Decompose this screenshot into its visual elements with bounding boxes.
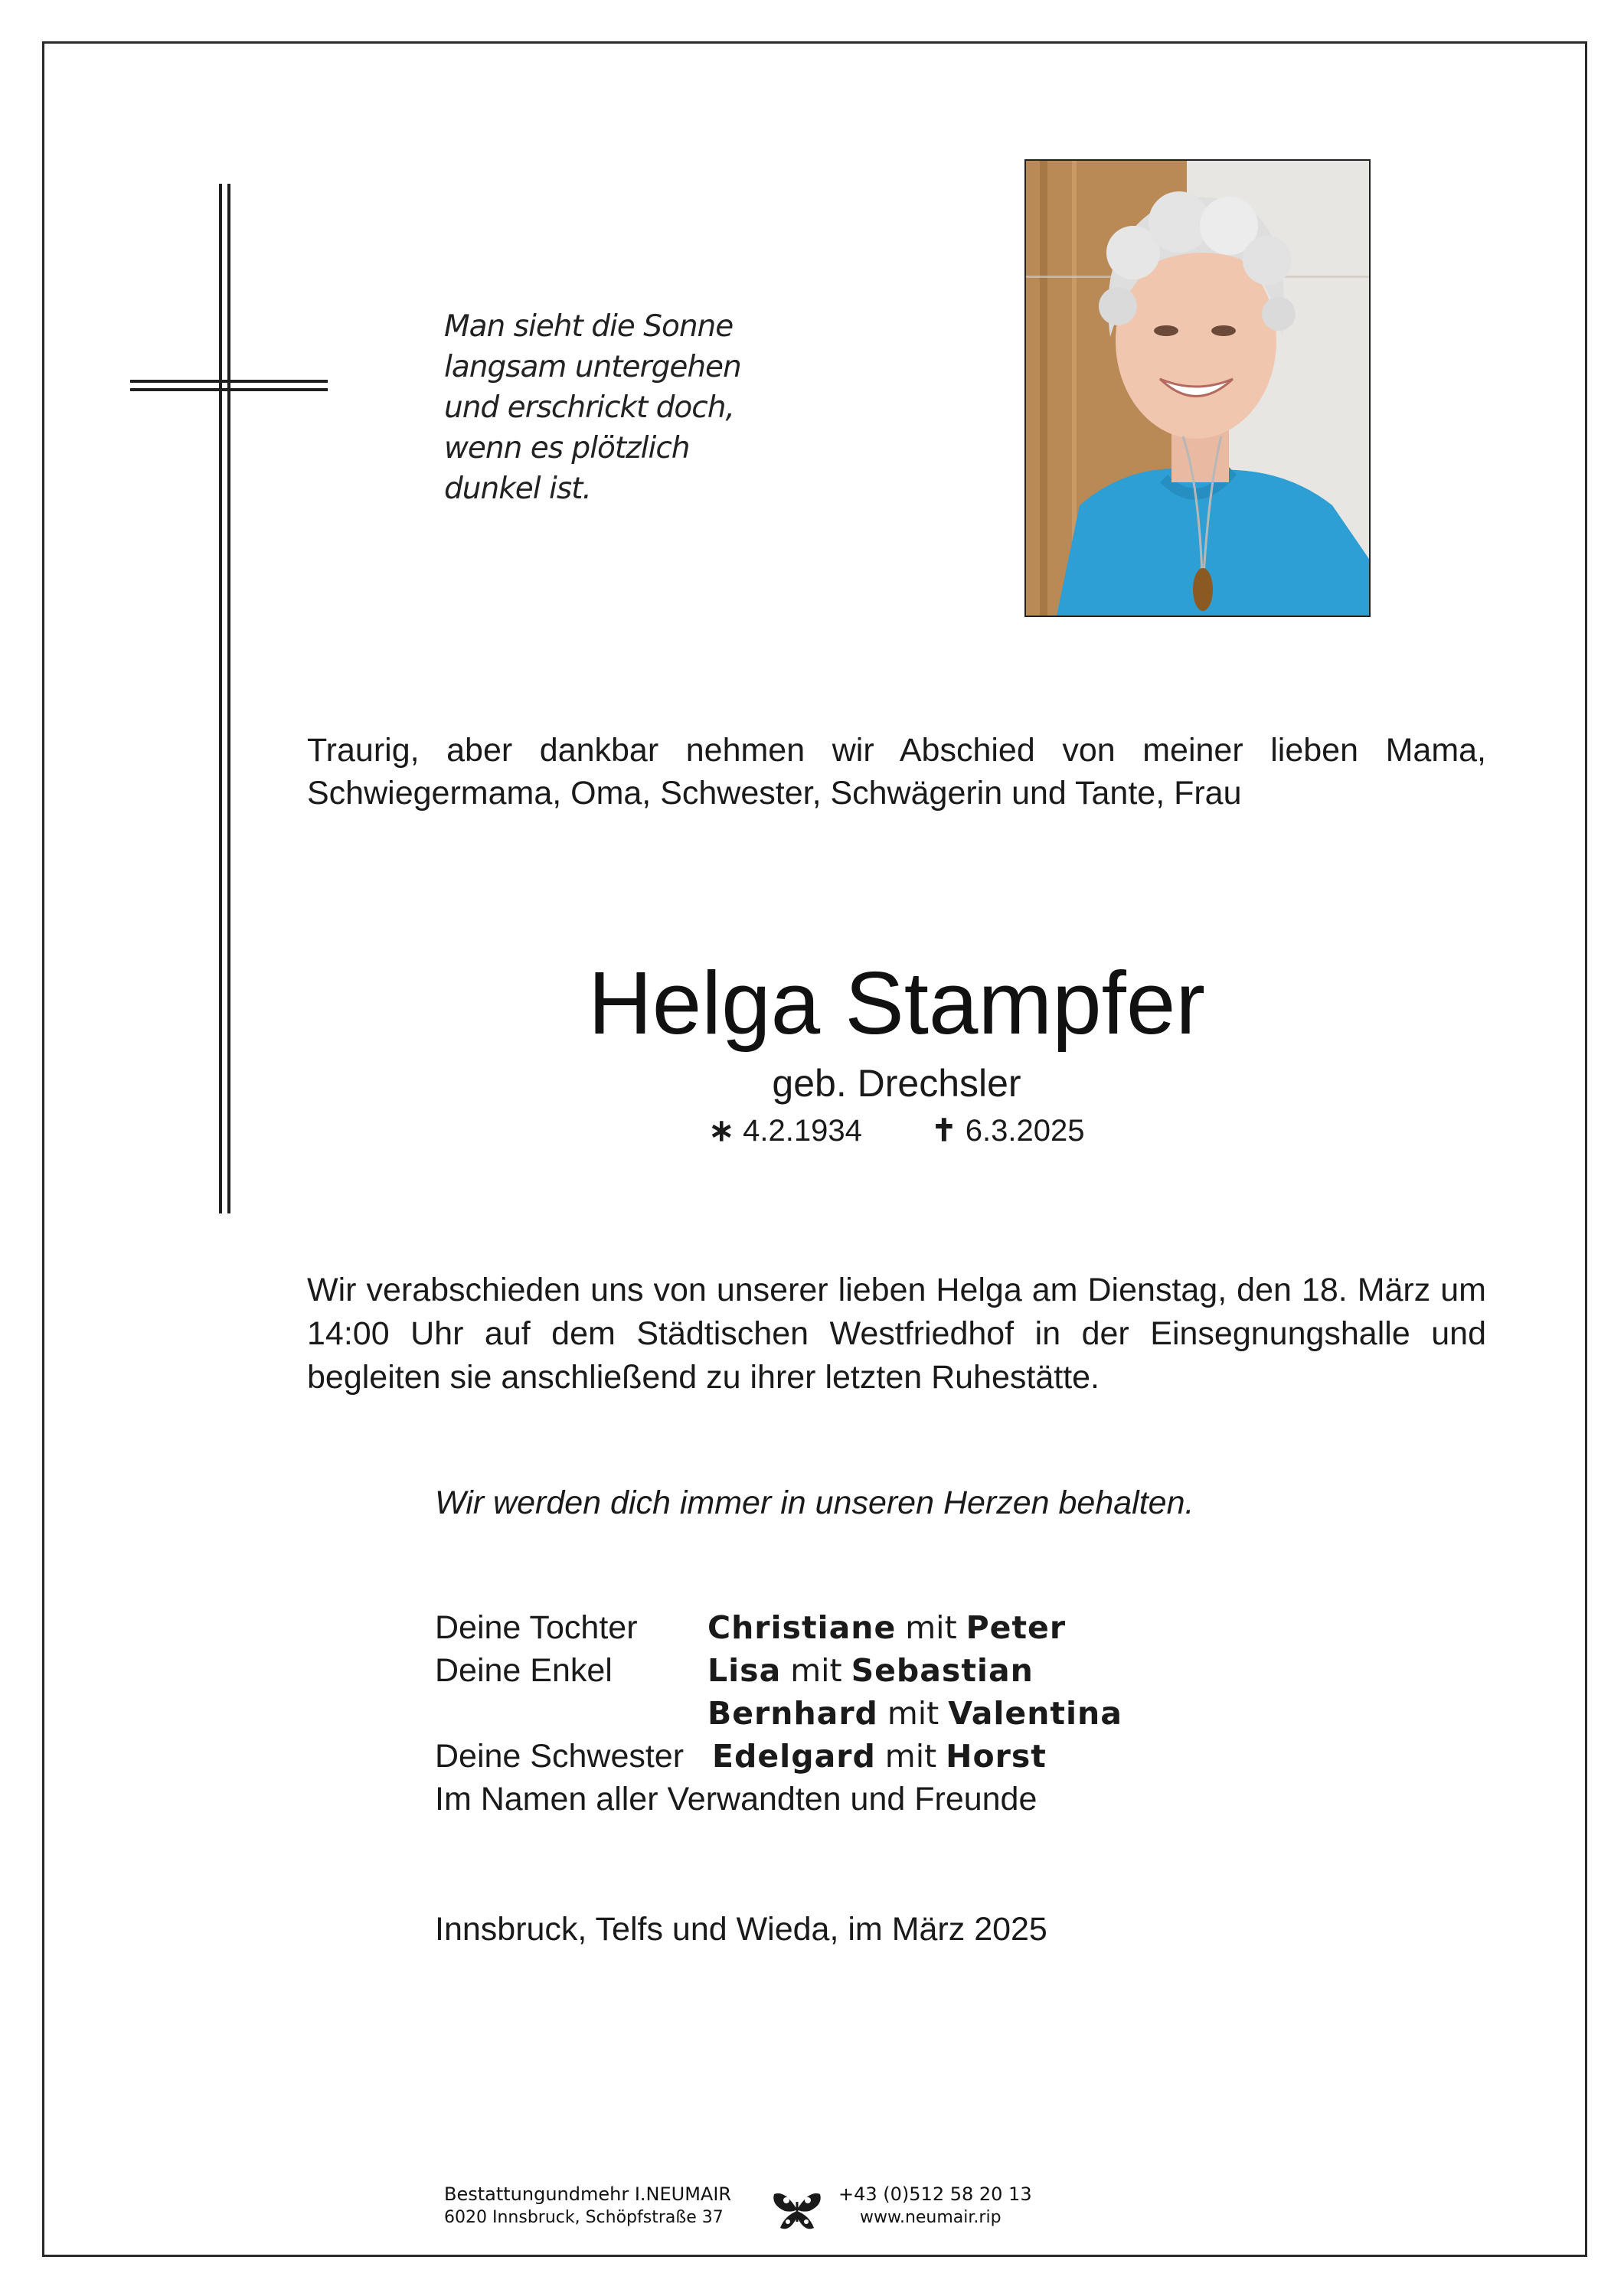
maiden-name: geb. Drechsler [772,1062,1021,1105]
death-cross-icon: ✝ [931,1114,957,1148]
mourner-names [707,1606,1066,1649]
company-address: 6020 Innsbruck, Schöpfstraße 37 [444,2208,724,2227]
list-item [435,1692,1430,1735]
mourner-role: Deine Tochter [435,1609,638,1646]
mourners-list [435,1606,1430,1821]
list-item [435,1778,1430,1821]
birth-star-icon: ∗ [708,1114,735,1148]
list-item [435,1606,1430,1649]
mourner-names [707,1692,1122,1735]
intro-paragraph: Traurig, aber dankbar nehmen wir Abschied von meiner lieben Mama, Schwiegermama, Oma, Schwester, Schwägerin und Tante, Frau [307,732,1486,812]
phone-number: +43 (0)512 58 20 13 [838,2183,1032,2205]
memorial-quote [444,306,812,509]
mourner-name: Bernhard [707,1695,878,1732]
quote-line: dunkel ist. [444,472,591,506]
mourner-joiner: mit [884,1738,937,1775]
butterfly-logo-icon [770,2183,825,2237]
quote-line: wenn es plötzlich [444,431,690,465]
quote-line: langsam untergehen [444,350,741,384]
mourner-name: Peter [966,1609,1067,1646]
life-dates [307,1112,1486,1150]
funeral-details-paragraph: Wir verabschieden uns von unserer lieben Helga am Dienstag, den 18. März um 14:00 Uhr auf dem Städtischen Westfriedhof in der Einsegnungshalle und begleiten sie anschließend zu ihrer letzten Ruhestätte. [307,1272,1486,1396]
mourner-name: Valentina [948,1695,1122,1732]
portrait-photo [1024,159,1371,617]
cross-vertical-line-2 [227,184,230,1213]
mourner-role: Deine Schwester [435,1738,685,1775]
cross-horizontal-line-1 [130,380,328,383]
mourner-role: Deine Enkel [435,1652,613,1689]
place-date: Innsbruck, Telfs und Wieda, im März 2025 [435,1911,1047,1948]
mourner-name: Sebastian [851,1652,1034,1689]
mourner-joiner: mit [887,1695,939,1732]
cross-horizontal-line-2 [130,388,328,391]
mourner-name: Edelgard [712,1738,876,1775]
mourner-names [707,1649,1034,1692]
website-link[interactable]: www.neumair.rip [860,2208,1002,2227]
birth-date: 4.2.1934 [743,1114,862,1148]
footer-company-info [444,2182,731,2229]
quote-line: Man sieht die Sonne [444,309,734,344]
quote-line: und erschrickt doch, [444,390,734,425]
mourner-name: Christiane [707,1609,897,1646]
mourner-joiner: mit [790,1652,842,1689]
memorial-motto: Wir werden dich immer in unseren Herzen behalten. [435,1484,1194,1521]
list-item [435,1649,1430,1692]
footer-contact-info [838,2182,1032,2229]
company-name: Bestattungundmehr I.NEUMAIR [444,2183,732,2205]
deceased-name: Helga Stampfer [588,953,1205,1053]
cross-vertical-line-1 [219,184,222,1213]
mourner-name: Horst [946,1738,1047,1775]
list-item [435,1735,1430,1778]
mourner-name: Lisa [707,1652,782,1689]
death-date: 6.3.2025 [965,1114,1085,1148]
mourner-joiner: mit [905,1609,957,1646]
family-closing: Im Namen aller Verwandten und Freunde [435,1781,1037,1818]
mourner-names [712,1735,1047,1778]
